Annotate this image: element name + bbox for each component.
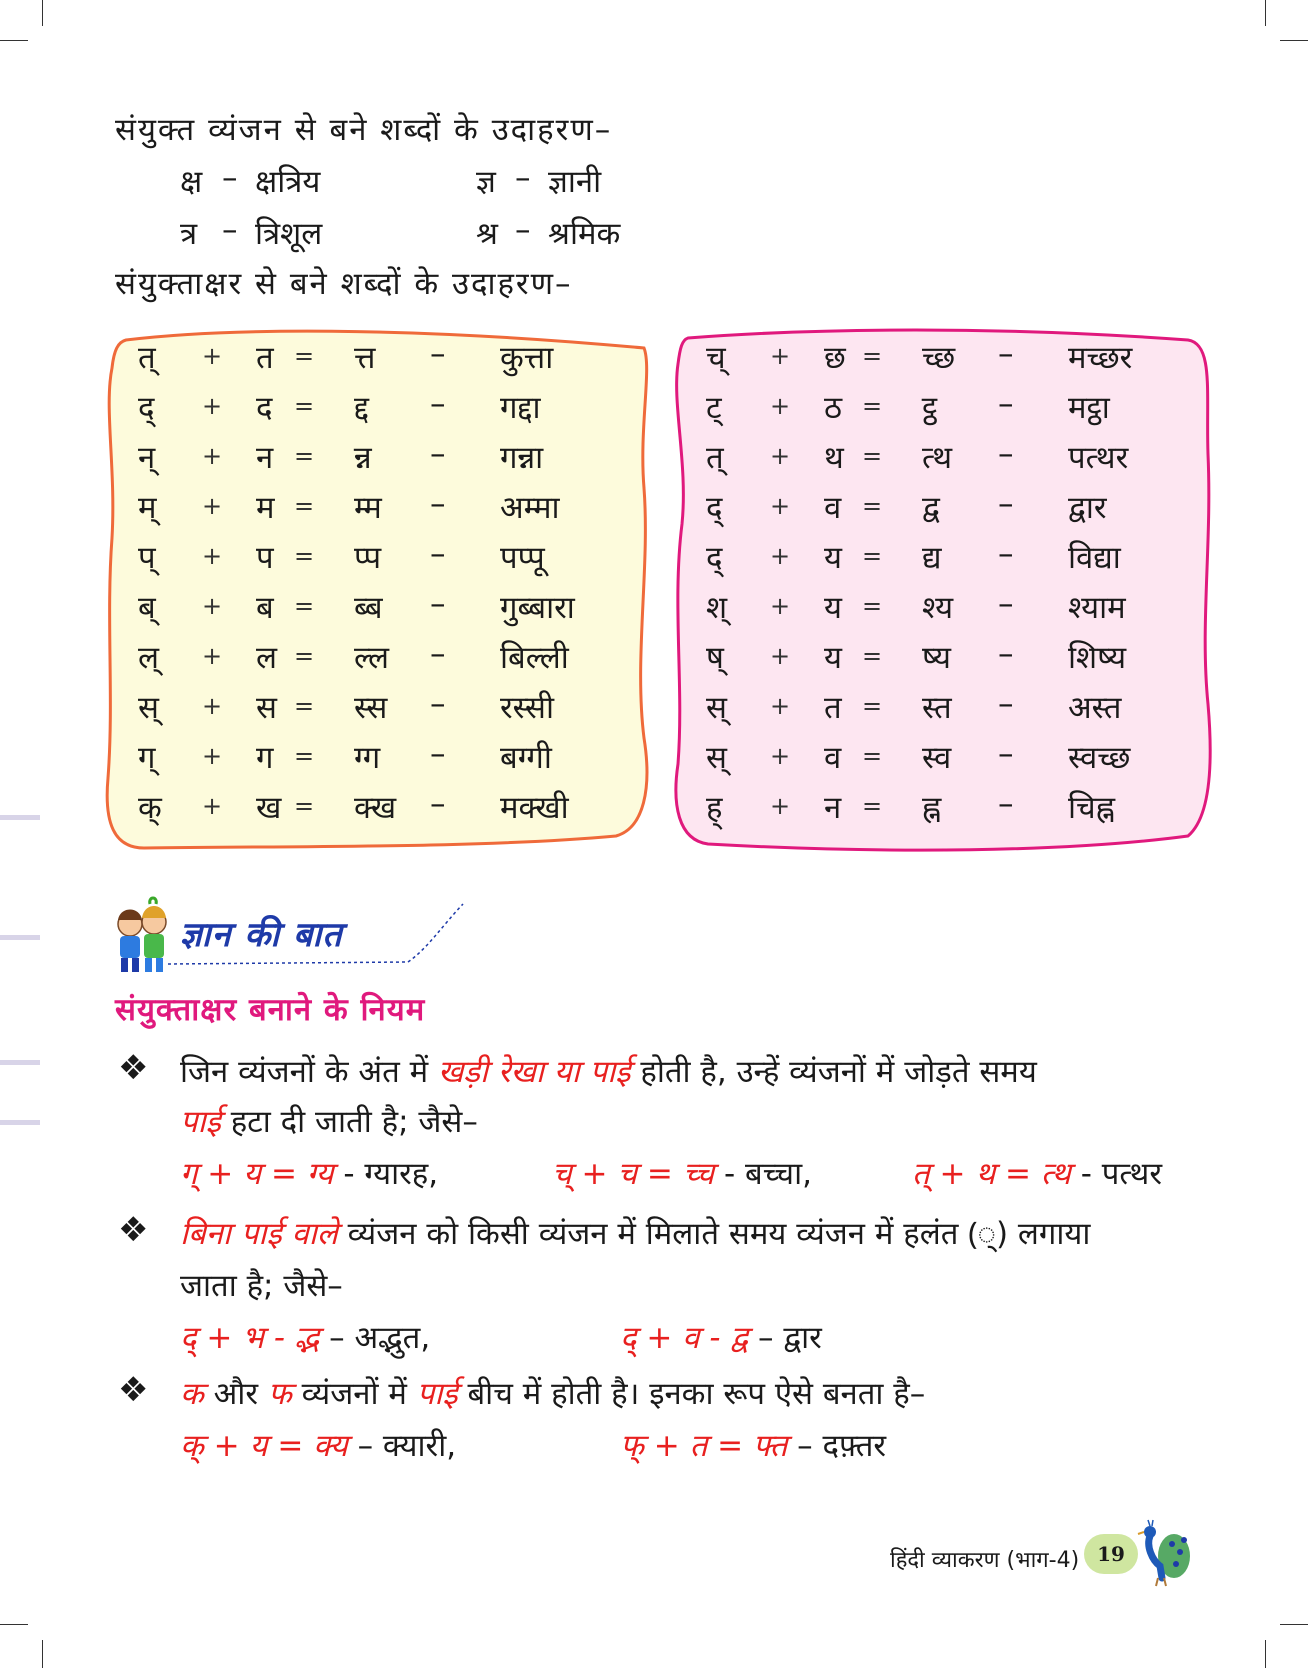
full-consonant: य <box>824 640 842 676</box>
example-word: अम्मा <box>500 490 560 526</box>
rule1-example2 <box>552 1152 812 1194</box>
plus-sign: + <box>202 592 223 620</box>
full-consonant: म <box>256 490 275 526</box>
rules-title: संयुक्ताक्षर बनाने के नियम <box>115 992 426 1028</box>
footer-book-title: हिंदी व्याकरण (भाग-4) <box>890 1548 1080 1573</box>
example-word: गुब्बारा <box>500 590 575 626</box>
dash: – <box>998 336 1014 372</box>
dash: – <box>998 736 1014 772</box>
example-word: कुत्ता <box>500 340 554 376</box>
crop-mark <box>1280 40 1308 41</box>
rule2-highlight: बिना पाई वाले <box>180 1216 338 1252</box>
full-consonant: स <box>256 690 277 726</box>
rule3-line1 <box>180 1372 925 1414</box>
rule2-example1-formula: द् + भ - द्भ <box>180 1320 320 1356</box>
half-consonant: ह् <box>706 790 723 826</box>
example-word: चिह्न <box>1068 790 1115 826</box>
equals-sign: = <box>294 642 315 670</box>
equals-sign: = <box>862 342 883 370</box>
rule3-text: और <box>203 1376 268 1412</box>
plus-sign: + <box>202 542 223 570</box>
plus-sign: + <box>202 442 223 470</box>
rule1-example3 <box>912 1152 1162 1194</box>
crop-mark <box>0 1624 28 1625</box>
plus-sign: + <box>770 792 791 820</box>
edge-mark <box>0 935 40 940</box>
full-consonant: छ <box>824 340 846 376</box>
bullet-icon: ❖ <box>118 1370 149 1410</box>
plus-sign: + <box>202 492 223 520</box>
rule2-example1 <box>180 1316 430 1358</box>
equals-sign: = <box>294 792 315 820</box>
rule2-example2 <box>620 1316 822 1358</box>
plus-sign: + <box>202 742 223 770</box>
conjunct: त्थ <box>922 440 953 476</box>
full-consonant: य <box>824 540 842 576</box>
crop-mark <box>42 1640 43 1668</box>
full-consonant: ग <box>256 740 274 776</box>
dash: – <box>430 636 446 672</box>
equals-sign: = <box>862 442 883 470</box>
example-word: रस्सी <box>500 690 555 726</box>
rule1-highlight: खड़ी रेखा या पाई <box>438 1054 631 1090</box>
dash: – <box>430 436 446 472</box>
heading-samyukt-vyanjan: संयुक्त व्यंजन से बने शब्दों के उदाहरण– <box>115 112 613 148</box>
dash: – <box>430 486 446 522</box>
half-consonant: द् <box>138 390 155 426</box>
edge-mark <box>0 1060 40 1065</box>
crop-mark <box>1265 0 1266 26</box>
example-word: पत्थर <box>1068 440 1129 476</box>
half-consonant: स् <box>706 740 727 776</box>
conjunct: स्स <box>354 690 388 726</box>
plus-sign: + <box>770 742 791 770</box>
example-word: ज्ञानी <box>548 164 602 200</box>
conjunct: ल्ल <box>354 640 389 676</box>
example-word: त्रिशूल <box>255 216 323 252</box>
full-consonant: त <box>824 690 842 726</box>
example-word: स्वच्छ <box>1068 740 1131 776</box>
edge-mark <box>0 815 40 820</box>
example-word: बिल्ली <box>500 640 569 676</box>
rule3-highlight-ka: क <box>180 1376 204 1412</box>
conjunct: ग्ग <box>354 740 381 776</box>
full-consonant: प <box>256 540 274 576</box>
conjunct: च्छ <box>922 340 956 376</box>
full-consonant: न <box>824 790 842 826</box>
equals-sign: = <box>294 692 315 720</box>
full-consonant: य <box>824 590 842 626</box>
example-word: मक्खी <box>500 790 569 826</box>
dash: – <box>998 536 1014 572</box>
half-consonant: त् <box>138 340 156 376</box>
half-consonant: ट् <box>706 390 722 426</box>
rule1-example3-formula: त् + थ = त्थ <box>912 1156 1071 1192</box>
half-consonant: च् <box>706 340 726 376</box>
peacock-icon <box>1136 1516 1192 1588</box>
bullet-icon: ❖ <box>118 1048 149 1088</box>
plus-sign: + <box>770 342 791 370</box>
dash: – <box>430 336 446 372</box>
half-consonant: म् <box>138 490 157 526</box>
equals-sign: = <box>294 342 315 370</box>
example-dash: – <box>222 160 238 196</box>
dash: – <box>998 586 1014 622</box>
dash: – <box>998 386 1014 422</box>
full-consonant: ल <box>256 640 278 676</box>
example-dash: – <box>515 212 531 248</box>
rule1-example1-formula: ग् + य = ग्य <box>180 1156 334 1192</box>
conjunct: प्प <box>354 540 382 576</box>
rule1-text-pre: जिन व्यंजनों के अंत में <box>180 1054 439 1090</box>
example-word: श्याम <box>1068 590 1126 626</box>
crop-mark <box>42 0 43 26</box>
half-consonant: द् <box>706 540 723 576</box>
rule1-text-post: होती है, उन्हें व्यंजनों में जोड़ते समय <box>630 1054 1037 1090</box>
conjunct: द्य <box>922 540 942 576</box>
dash: – <box>430 736 446 772</box>
half-consonant: ल् <box>138 640 160 676</box>
equals-sign: = <box>862 642 883 670</box>
dash: – <box>430 586 446 622</box>
full-consonant: व <box>824 740 842 776</box>
gyan-badge-title: ज्ञान की बात <box>180 915 343 955</box>
rule1-example1-word: - ग्यारह, <box>333 1156 439 1192</box>
rule1-line1 <box>180 1050 1037 1092</box>
example-word: गन्ना <box>500 440 544 476</box>
plus-sign: + <box>202 642 223 670</box>
bullet-icon: ❖ <box>118 1210 149 1250</box>
plus-sign: + <box>770 392 791 420</box>
plus-sign: + <box>202 692 223 720</box>
plus-sign: + <box>770 592 791 620</box>
dash: – <box>430 686 446 722</box>
conjunct: श्य <box>922 590 954 626</box>
dash: – <box>998 786 1014 822</box>
example-dash: – <box>515 160 531 196</box>
dash: – <box>998 436 1014 472</box>
plus-sign: + <box>202 392 223 420</box>
rule1-example2-formula: च् + च = च्च <box>552 1156 715 1192</box>
example-word: श्रमिक <box>548 216 621 252</box>
conjunct: ब्ब <box>354 590 383 626</box>
plus-sign: + <box>770 542 791 570</box>
rule1-example2-word: - बच्चा, <box>714 1156 812 1192</box>
rule2-text-post: व्यंजन को किसी व्यंजन में मिलाते समय व्यंजन में हलंत (्) लगाया <box>337 1216 1091 1252</box>
equals-sign: = <box>862 592 883 620</box>
example-word: गद्दा <box>500 390 541 426</box>
equals-sign: = <box>862 792 883 820</box>
conjunct: त्त <box>354 340 376 376</box>
example-word: क्षत्रिय <box>255 164 321 200</box>
full-consonant: ख <box>256 790 282 826</box>
equals-sign: = <box>294 442 315 470</box>
rule1-example3-word: - पत्थर <box>1070 1156 1163 1192</box>
heading-samyuktakshar: संयुक्ताक्षर से बने शब्दों के उदाहरण– <box>115 266 573 302</box>
example-word: मट्ठा <box>1068 390 1110 426</box>
full-consonant: न <box>256 440 274 476</box>
plus-sign: + <box>770 642 791 670</box>
rule2-example2-formula: द् + व - द्व <box>620 1320 749 1356</box>
rule2-example1-word: – अद्भुत, <box>319 1320 431 1356</box>
example-char: श्र <box>476 216 498 252</box>
rule2-line1 <box>180 1212 1090 1254</box>
edge-mark <box>0 1120 40 1125</box>
conjunct: ष्य <box>922 640 951 676</box>
plus-sign: + <box>202 792 223 820</box>
equals-sign: = <box>294 392 315 420</box>
example-word: द्वार <box>1068 490 1107 526</box>
plus-sign: + <box>770 692 791 720</box>
full-consonant: व <box>824 490 842 526</box>
plus-sign: + <box>202 342 223 370</box>
dash: – <box>430 786 446 822</box>
full-consonant: त <box>256 340 274 376</box>
rule1-line2-highlight: पाई <box>180 1104 221 1140</box>
rule3-highlight-pai: पाई <box>416 1376 458 1412</box>
conjunct: ह्न <box>922 790 942 826</box>
example-char: ज्ञ <box>476 164 496 200</box>
full-consonant: थ <box>824 440 844 476</box>
rule3-example1-formula: क् + य = क्य <box>180 1428 348 1464</box>
full-consonant: ठ <box>824 390 843 426</box>
conjunct: द्व <box>922 490 940 526</box>
equals-sign: = <box>294 742 315 770</box>
half-consonant: द् <box>706 490 723 526</box>
equals-sign: = <box>862 492 883 520</box>
rule2-example2-word: – द्वार <box>748 1320 822 1356</box>
example-word: अस्त <box>1068 690 1122 726</box>
equals-sign: = <box>294 492 315 520</box>
rule1-line2 <box>180 1100 478 1142</box>
conjunct: स्त <box>922 690 952 726</box>
dash: – <box>430 536 446 572</box>
rule3-highlight-pha: फ <box>267 1376 292 1412</box>
full-consonant: ब <box>256 590 274 626</box>
crop-mark <box>1280 1624 1308 1625</box>
equals-sign: = <box>862 392 883 420</box>
example-word: शिष्य <box>1068 640 1127 676</box>
rule3-text: व्यंजनों में <box>291 1376 417 1412</box>
rule3-text-post: बीच में होती है। इनका रूप ऐसे बनता है– <box>457 1376 926 1412</box>
half-consonant: स् <box>138 690 159 726</box>
conjunct: म्म <box>354 490 382 526</box>
half-consonant: प् <box>138 540 156 576</box>
rule3-example2-word: – दफ़्तर <box>787 1428 887 1464</box>
plus-sign: + <box>770 492 791 520</box>
equals-sign: = <box>862 692 883 720</box>
half-consonant: श् <box>706 590 728 626</box>
equals-sign: = <box>294 542 315 570</box>
dash: – <box>430 386 446 422</box>
example-dash: – <box>222 212 238 248</box>
full-consonant: द <box>256 390 273 426</box>
example-char: क्ष <box>180 164 203 200</box>
equals-sign: = <box>862 742 883 770</box>
example-word: मच्छर <box>1068 340 1133 376</box>
half-consonant: ष् <box>706 640 724 676</box>
half-consonant: ग् <box>138 740 156 776</box>
example-word: बग्गी <box>500 740 552 776</box>
conjunct: स्व <box>922 740 952 776</box>
rule1-line2-text: हटा दी जाती है; जैसे– <box>220 1104 478 1140</box>
half-consonant: त् <box>706 440 724 476</box>
conjunct: द्द <box>354 390 370 426</box>
dash: – <box>998 686 1014 722</box>
half-consonant: न् <box>138 440 156 476</box>
rule3-example1 <box>180 1424 456 1466</box>
conjunct: क्ख <box>354 790 397 826</box>
example-word: विद्या <box>1068 540 1121 576</box>
crop-mark <box>1265 1640 1266 1668</box>
rule1-example1 <box>180 1152 438 1194</box>
rule3-example2-formula: फ् + त = फ्त <box>620 1428 788 1464</box>
page-number: 19 <box>1084 1534 1138 1574</box>
equals-sign: = <box>862 542 883 570</box>
rule3-example1-word: – क्यारी, <box>347 1428 457 1464</box>
rule3-example2 <box>620 1424 886 1466</box>
half-consonant: स् <box>706 690 727 726</box>
example-word: पप्पू <box>500 540 545 576</box>
equals-sign: = <box>294 592 315 620</box>
dash: – <box>998 636 1014 672</box>
half-consonant: ब् <box>138 590 156 626</box>
crop-mark <box>0 40 28 41</box>
conjunct: ट्ठ <box>922 390 938 426</box>
dash: – <box>998 486 1014 522</box>
plus-sign: + <box>770 442 791 470</box>
rule2-line2: जाता है; जैसे– <box>180 1268 343 1304</box>
conjunct: न्न <box>354 440 372 476</box>
example-char: त्र <box>180 216 198 252</box>
half-consonant: क् <box>138 790 162 826</box>
